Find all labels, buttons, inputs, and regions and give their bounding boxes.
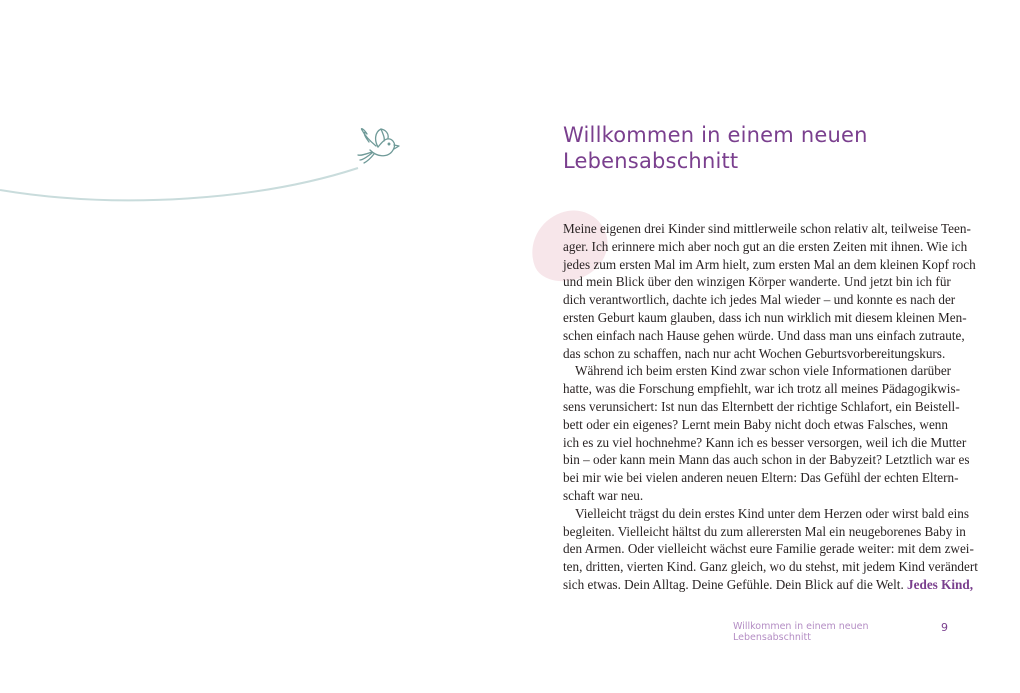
text-line: jedes zum ersten Mal im Arm hielt, zum ersten Mal an dem kleinen Kopf roch bbox=[563, 256, 976, 272]
text-line: den Armen. Oder vielleicht wächst eure Familie gerade weiter: mit dem zwei- bbox=[563, 541, 974, 557]
text-line: dich verantwortlich, dachte ich jedes Mal wieder – und konnte es nach der bbox=[563, 292, 956, 308]
text-line bbox=[563, 576, 973, 594]
text-span: sich etwas. Dein Alltag. Deine Gefühle. Dein Blick auf die Welt. bbox=[563, 576, 908, 592]
text-line: bin – oder kann mein Mann das auch schon in der Babyzeit? Letztlich war es bbox=[563, 452, 970, 468]
text-line: ich es zu viel hochnehme? Kann ich es besser versorgen, weil ich die Mutter bbox=[563, 434, 967, 450]
text-line: ager. Ich erinnere mich aber noch gut an die ersten Zeiten mit ihnen. Wie ich bbox=[563, 238, 968, 254]
decorative-curve bbox=[0, 0, 420, 220]
text-line: bett oder ein eigenes? Lernt mein Baby nicht doch etwas Falsches, wenn bbox=[563, 416, 948, 432]
text-line: Während ich beim ersten Kind zwar schon viele Informationen darüber bbox=[575, 363, 952, 379]
text-line: und mein Blick über den winzigen Körper wanderte. Und jetzt bin ich für bbox=[563, 274, 951, 290]
title-line-1: Willkommen in einem neuen bbox=[563, 123, 868, 147]
text-line: begleiten. Vielleicht hältst du zum allerersten Mal ein neugeborenes Baby in bbox=[563, 523, 966, 539]
text-line: Meine eigenen drei Kinder sind mittlerweile schon relativ alt, teilweise Teen- bbox=[563, 221, 971, 236]
text-line: hatte, was die Forschung empfiehlt, war ich trotz all meines Pädagogikwis- bbox=[563, 381, 960, 397]
highlighted-text: Jedes Kind, bbox=[907, 576, 973, 592]
page-number: 9 bbox=[941, 621, 948, 634]
page-title bbox=[563, 122, 868, 174]
paragraph bbox=[563, 362, 970, 504]
text-line: Vielleicht trägst du dein erstes Kind unter dem Herzen oder wirst bald eins bbox=[575, 505, 969, 521]
title-line-2: Lebensabschnitt bbox=[563, 149, 739, 173]
text-line: ten, dritten, vierten Kind. Ganz gleich, wo du stehst, mit jedem Kind verändert bbox=[563, 559, 978, 575]
text-line: bei mir wie bei vielen anderen neuen Eltern: Das Gefühl der echten Eltern- bbox=[563, 470, 959, 486]
paragraph bbox=[563, 220, 976, 362]
running-title: Willkommen in einem neuen Lebensabschnitt bbox=[733, 621, 869, 643]
text-line: schaft war neu. bbox=[563, 487, 644, 503]
text-line: schen einfach nach Hause gehen würde. Und dass man uns einfach zutraute, bbox=[563, 327, 965, 343]
page-footer bbox=[733, 621, 948, 643]
text-line: sens verunsichert: Ist nun das Elternbett der richtige Schlafort, ein Beistell- bbox=[563, 398, 960, 414]
paragraph bbox=[563, 505, 978, 594]
body-text bbox=[563, 220, 978, 594]
text-line: ersten Geburt kaum glauben, dass ich nun wirklich mit diesem kleinen Men- bbox=[563, 309, 967, 325]
text-line: das schon zu schaffen, nach nur acht Wochen Geburtsvorbereitungskurs. bbox=[563, 345, 946, 361]
bird-icon bbox=[358, 129, 399, 163]
